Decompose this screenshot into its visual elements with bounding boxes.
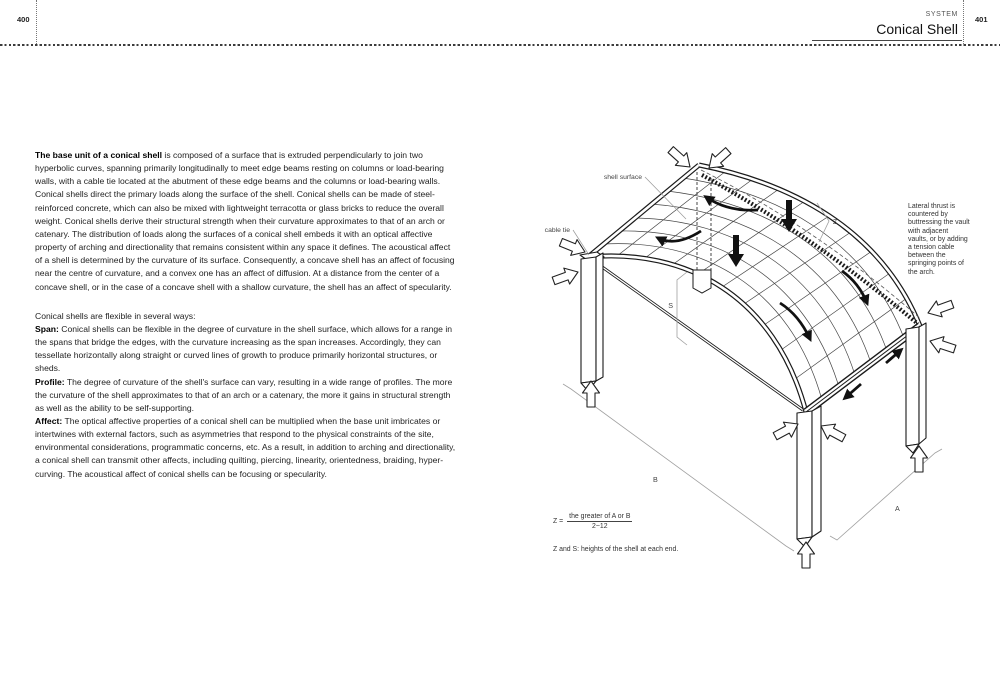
dim-z-label: Z — [833, 217, 838, 226]
column-left — [580, 252, 604, 391]
right-header-divider — [963, 0, 964, 44]
paragraph-body: The optical affective properties of a conical shell can be multiplied when the base unit imbricates or intertwines with external factors, such as asymmetries that respond to the physical constraints of the site, environmental considerations, programmatic concerns, etc. As a result, in addition to arching and directionality, a conical shell can transmit other affects, including quilting, piercing, linearity, orientedness, braiding, hyper-curving. The acoustical affect of conical shells can be focusing or specularity. — [35, 415, 456, 479]
page-title: Conical Shell — [876, 21, 958, 37]
formula-fraction — [567, 513, 632, 530]
thrust-arrow — [927, 333, 957, 357]
dim-b-label: B — [653, 475, 658, 484]
reaction-arrow — [798, 542, 815, 568]
thrust-arrow — [817, 418, 848, 445]
paragraph-body: is composed of a surface that is extruded perpendicularly to join two hyperbolic curves, spanning primarily longitudinally to meet edge beams resting on columns or load-bearing walls, with a cable tie located at the abutment of these edge beams and the columns or load-bearing walls. Conical shells direct the primary loads along the surface of the shell. Conical shells can be made of steel-reinforced concrete, which can also be mixed with lightweight terracotta or glass bricks to reduce the overall weight. Conical shells derive their structural strength when their curvature approximates to that of an arch or catenary. The distribution of loads along the surfaces of a conical shell embeds it with an optical affective property of arching and directionality that remains consistent within any space it defines. The acoustical affect of a shell is determined by the curvature of its surface. Consequently, a concave shell has an affect of focusing near the centre of curvature, and a convex one has an affect of diffusion. At a distance from the center of a concave shell, or in the case of a concave shell with a shallow curvature, the shell has an affect of specularity. — [35, 150, 455, 292]
left-page-number: 400 — [17, 15, 30, 24]
header-dashed-rule — [0, 44, 1000, 46]
paragraph-body: Conical shells can be flexible in the degree of curvature in the shell surface, which allows for a range in the spans that bridge the edges, with the curvature increasing as the span increases. Accordingly, they can tessellate horizontally along straight or curved lines of growth to produce primarily horizontal structures, or sheds. — [35, 323, 453, 374]
paragraph-affect — [35, 415, 459, 481]
keystone-block — [693, 270, 711, 293]
thrust-arrow — [551, 264, 581, 289]
dim-s-label: S — [668, 301, 673, 310]
paragraph-lead: Affect: — [35, 415, 63, 426]
paragraph-intro — [35, 149, 459, 294]
beam-load-arrow — [845, 384, 861, 398]
column-front — [797, 406, 821, 547]
shell-surface-label: shell surface — [603, 174, 642, 181]
left-header-divider — [36, 0, 37, 44]
right-page-number: 401 — [975, 15, 988, 24]
paragraph-body: Conical shells are flexible in several ways: — [35, 310, 196, 321]
cable-tie-label: cable tie — [544, 227, 570, 234]
title-rule — [812, 40, 962, 41]
paragraph-lead: Span: — [35, 323, 59, 334]
column-right — [906, 323, 926, 453]
height-formula — [553, 513, 632, 530]
lateral-thrust-note: Lateral thrust is countered by buttressing the vault with adjacent vaults, or by adding a tension cable between the springing points of the arch. — [908, 203, 970, 276]
article-text — [35, 149, 459, 481]
dim-a-label: A — [895, 504, 900, 513]
diagram-caption: Z and S: heights of the shell at each end. — [553, 546, 679, 553]
formula-numerator: the greater of A or B — [569, 513, 631, 520]
section-kicker: SYSTEM — [925, 11, 958, 18]
paragraph-flexible-intro — [35, 310, 459, 323]
formula-denominator: 2~12 — [592, 523, 608, 530]
thrust-arrow — [925, 296, 955, 321]
paragraph-body: The degree of curvature of the shell's surface can vary, resulting in a wide range of profiles. The more the curvature of the shell approximates to that of an arch or a catenary, the more it gains in structural strength as well as the ability to be self-supporting. — [35, 376, 453, 413]
paragraph-lead: Profile: — [35, 376, 65, 387]
paragraph-profile — [35, 376, 459, 415]
paragraph-lead: The base unit of a conical shell — [35, 150, 163, 160]
paragraph-span — [35, 323, 459, 376]
formula-lhs: Z = — [553, 518, 564, 525]
